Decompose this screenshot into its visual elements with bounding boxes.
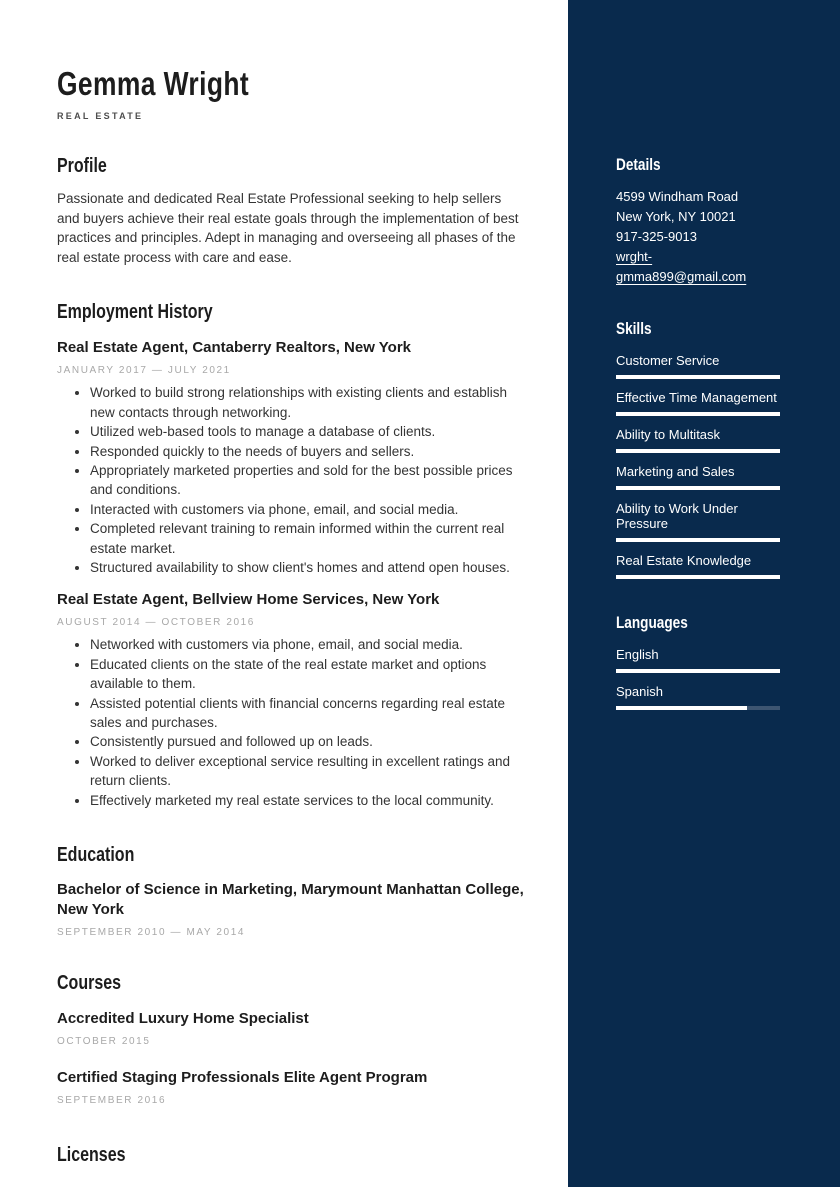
job-bullet: • Interacted with customers via phone, email, and social media. (90, 500, 527, 519)
language-label: English (616, 647, 659, 662)
education-dates: SEPTEMBER 2010 — MAY 2014 (57, 927, 246, 939)
skill-bar (616, 575, 780, 579)
course-dates: OCTOBER 2015 (57, 1036, 151, 1048)
skills-heading: Skills (616, 319, 652, 338)
skill-item (616, 553, 780, 579)
person-job-title: REAL ESTATE (57, 111, 144, 121)
language-bar-fill (616, 669, 780, 673)
skill-label: Marketing and Sales (616, 464, 735, 479)
job-bullet: • Consistently pursued and followed up on leads. (90, 732, 527, 751)
job-title: Real Estate Agent, Cantaberry Realtors, New York (57, 339, 412, 357)
profile-heading: Profile (57, 155, 107, 177)
education-heading: Education (57, 844, 135, 867)
section-profile (57, 153, 527, 267)
skill-bar-fill (616, 375, 780, 379)
languages-heading: Languages (616, 613, 688, 632)
skill-label: Ability to Multitask (616, 427, 721, 442)
language-bar (616, 706, 780, 710)
sidebar-section-languages (616, 612, 780, 710)
job-bullet: • Effectively marketed my real estate services to the local community. (90, 791, 527, 810)
skill-bar (616, 375, 780, 379)
skill-item (616, 464, 780, 490)
language-item (616, 647, 780, 673)
skill-label: Customer Service (616, 353, 720, 368)
job-dates: AUGUST 2014 — OCTOBER 2016 (57, 617, 255, 629)
skill-bar (616, 449, 780, 453)
skill-label: Effective Time Management (616, 390, 777, 405)
job-entry (57, 338, 527, 577)
job-dates: JANUARY 2017 — JULY 2021 (57, 365, 231, 377)
language-item (616, 684, 780, 710)
courses-heading: Courses (57, 972, 122, 995)
course-entry (57, 1068, 527, 1106)
address-line-1: 4599 Windham Road (616, 189, 739, 204)
skill-bar (616, 412, 780, 416)
employment-heading: Employment History (57, 301, 213, 324)
licenses-heading: Licenses (57, 1144, 126, 1167)
job-bullet: • Educated clients on the state of the real estate market and options available to them. (90, 655, 527, 694)
skill-item (616, 501, 780, 542)
course-dates: SEPTEMBER 2016 (57, 1095, 167, 1107)
language-bar-fill (616, 706, 747, 710)
course-entry (57, 1009, 527, 1047)
section-employment (57, 299, 527, 810)
skill-label: Ability to Work Under Pressure (616, 501, 738, 531)
skill-bar-fill (616, 449, 780, 453)
skill-item (616, 353, 780, 379)
phone-number: 917-325-9013 (616, 229, 697, 244)
course-title: Accredited Luxury Home Specialist (57, 1010, 309, 1028)
skill-bar-fill (616, 486, 780, 490)
resume-header (57, 64, 527, 121)
email-link[interactable]: wrght-gmma899@gmail.com (616, 249, 747, 284)
language-bar (616, 669, 780, 673)
skill-item (616, 390, 780, 416)
job-bullet: • Completed relevant training to remain informed within the current real estate market. (90, 519, 527, 558)
skill-item (616, 427, 780, 453)
job-title: Real Estate Agent, Bellview Home Services, New York (57, 591, 440, 609)
job-bullet-list (57, 635, 527, 810)
skill-bar-fill (616, 412, 780, 416)
sidebar-section-details (616, 154, 780, 287)
job-bullet: • Worked to deliver exceptional service resulting in excellent ratings and return clients. (90, 752, 527, 791)
job-bullet: • Utilized web-based tools to manage a database of clients. (90, 422, 527, 441)
section-licenses (57, 1142, 527, 1168)
skill-bar-fill (616, 575, 780, 579)
person-name (57, 64, 527, 104)
details-heading: Details (616, 155, 661, 174)
sidebar (568, 0, 840, 1187)
skill-bar (616, 538, 780, 542)
education-degree: Bachelor of Science in Marketing, Marymount Manhattan College, New York (57, 881, 524, 919)
job-bullet: • Responded quickly to the needs of buyers and sellers. (90, 442, 527, 461)
skill-bar-fill (616, 538, 780, 542)
job-bullet-list (57, 383, 527, 577)
job-bullet: • Assisted potential clients with financial concerns regarding real estate sales and purchases. (90, 694, 527, 733)
language-label: Spanish (616, 684, 663, 699)
skill-label: Real Estate Knowledge (616, 553, 752, 568)
sidebar-section-skills (616, 318, 780, 579)
job-bullet: • Worked to build strong relationships with existing clients and establish new contacts through networking. (90, 383, 527, 422)
person-name-text: Gemma Wright (57, 65, 250, 102)
course-title: Certified Staging Professionals Elite Agent Program (57, 1069, 428, 1087)
job-bullet: • Networked with customers via phone, email, and social media. (90, 635, 527, 654)
skill-bar (616, 486, 780, 490)
address-line-2: New York, NY 10021 (616, 209, 736, 224)
job-bullet: • Appropriately marketed properties and sold for the best possible prices and conditions. (90, 461, 527, 500)
contact-details (616, 187, 780, 287)
section-education (57, 842, 527, 938)
job-bullet: • Structured availability to show client's homes and attend open houses. (90, 558, 527, 577)
section-courses (57, 970, 527, 1106)
profile-text: Passionate and dedicated Real Estate Professional seeking to help sellers and buyers achieve their real estate goals through the implementation of best practices and principles. Adept in managing and overseeing all phases of the real estate process with care and ease. (57, 191, 519, 265)
job-entry (57, 590, 527, 810)
